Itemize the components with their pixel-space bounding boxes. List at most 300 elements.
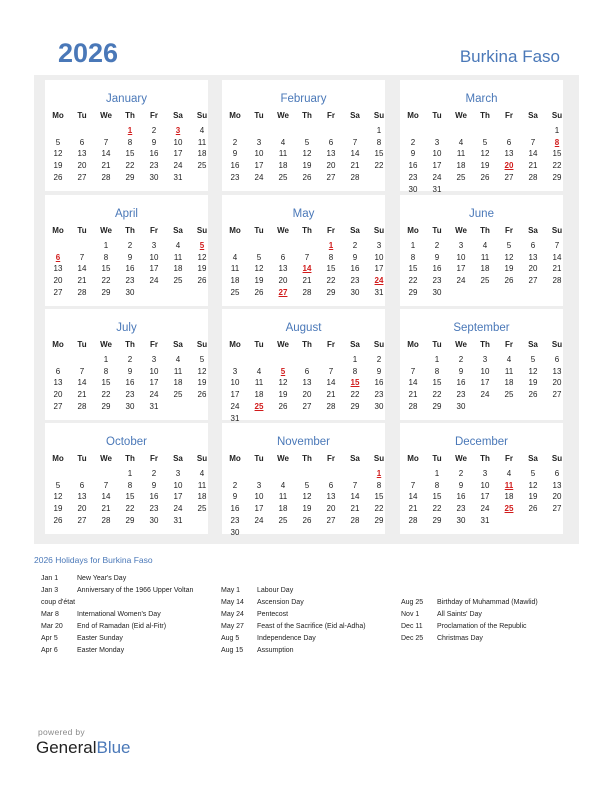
day-cell: 21 (350, 504, 360, 514)
day-cell: 10 (230, 378, 240, 388)
day-cell: 17 (456, 264, 466, 274)
day-cell: 19 (53, 504, 63, 514)
day-cell: 27 (53, 401, 63, 411)
day-cell: 18 (197, 492, 207, 502)
day-cell: 30 (230, 527, 240, 537)
day-cell: 12 (197, 252, 207, 262)
weekday-header: Sa (528, 454, 538, 463)
weekday-header: Mo (52, 111, 64, 120)
holiday-name: Labour Day (257, 587, 294, 594)
weekday-header: Mo (229, 111, 241, 120)
day-cell: 28 (77, 287, 87, 297)
day-cell: 1 (554, 126, 560, 135)
day-cell: 21 (302, 276, 312, 286)
day-cell: 1 (410, 241, 416, 250)
weekday-header: Th (480, 454, 490, 463)
day-cell: 12 (197, 366, 207, 376)
day-cell: 30 (149, 172, 159, 182)
day-cell: 30 (408, 184, 418, 194)
day-cell: 4 (199, 126, 205, 135)
day-cell: 27 (326, 172, 336, 182)
holiday-date: Apr 5 (41, 635, 58, 642)
day-cell: 30 (149, 515, 159, 525)
weekday-header: Su (373, 340, 385, 349)
day-cell: 15 (374, 492, 384, 502)
holiday-date: May 14 (221, 599, 244, 606)
day-cell: 13 (53, 264, 63, 274)
weekday-header: We (100, 111, 112, 120)
month-january (45, 80, 208, 191)
weekday-header: Fr (505, 454, 513, 463)
powered-by-label: powered by (38, 727, 85, 737)
day-cell: 21 (326, 390, 336, 400)
day-cell: 9 (352, 252, 358, 262)
day-cell: 22 (374, 161, 384, 171)
day-cell: 16 (432, 264, 442, 274)
day-cell: 26 (480, 172, 490, 182)
day-cell: 27 (302, 401, 312, 411)
weekday-header: Sa (173, 340, 183, 349)
day-cell: 22 (552, 161, 562, 171)
day-cell: 22 (125, 161, 135, 171)
day-cell: 15 (101, 378, 111, 388)
day-cell: 20 (552, 378, 562, 388)
weekday-header: Sa (528, 226, 538, 235)
weekday-header: Th (302, 454, 312, 463)
day-cell: 27 (53, 287, 63, 297)
day-cell: 18 (197, 149, 207, 159)
day-cell: 28 (350, 172, 360, 182)
day-cell: 24 (173, 504, 183, 514)
weekday-header: We (100, 454, 112, 463)
day-cell: 13 (326, 149, 336, 159)
day-cell: 24 (480, 390, 490, 400)
day-cell: 31 (374, 287, 384, 297)
day-cell: 8 (103, 252, 109, 262)
brand-logo-blue: Blue (96, 738, 131, 757)
day-cell: 8 (434, 480, 440, 490)
weekday-header: Th (125, 226, 135, 235)
day-cell: 3 (376, 241, 382, 250)
day-cell: 29 (374, 515, 384, 525)
weekday-header: We (277, 226, 289, 235)
day-cell: 26 (528, 390, 538, 400)
day-cell: 25 (173, 390, 183, 400)
day-cell: 6 (506, 137, 512, 147)
day-cell: 21 (528, 161, 538, 171)
month-october (45, 423, 208, 534)
day-cell: 16 (230, 161, 240, 171)
weekday-header: Th (480, 226, 490, 235)
month-june (400, 195, 563, 306)
day-cell: 5 (55, 480, 61, 490)
day-cell: 27 (77, 172, 87, 182)
day-cell: 2 (376, 355, 382, 364)
day-cell: 14 (408, 492, 418, 502)
month-title: April (114, 208, 138, 220)
holiday-day-cell: 8 (554, 137, 560, 147)
weekday-header: We (455, 454, 467, 463)
day-cell: 17 (173, 149, 183, 159)
day-cell: 22 (125, 504, 135, 514)
day-cell: 12 (528, 366, 538, 376)
holiday-date: Mar 20 (41, 623, 63, 630)
weekday-header: Mo (229, 454, 241, 463)
weekday-header: Th (302, 340, 312, 349)
day-cell: 20 (53, 390, 63, 400)
day-cell: 13 (278, 264, 288, 274)
day-cell: 23 (149, 161, 159, 171)
day-cell: 1 (434, 469, 440, 478)
day-cell: 11 (278, 492, 288, 502)
weekday-header: Tu (254, 340, 264, 349)
day-cell: 20 (326, 504, 336, 514)
weekday-header: Fr (327, 454, 335, 463)
holiday-day-cell: 15 (350, 378, 360, 388)
day-cell: 22 (350, 390, 360, 400)
weekday-header: Fr (505, 340, 513, 349)
day-cell: 25 (278, 172, 288, 182)
day-cell: 3 (256, 480, 262, 490)
day-cell: 1 (103, 355, 109, 364)
day-cell: 25 (230, 287, 240, 297)
holiday-day-cell: 5 (199, 241, 205, 250)
holiday-name: Proclamation of the Republic (437, 623, 527, 630)
day-cell: 9 (232, 492, 238, 502)
day-cell: 15 (432, 378, 442, 388)
holiday-name: New Year's Day (77, 575, 127, 582)
day-cell: 2 (151, 126, 157, 135)
holiday-name: End of Ramadan (Eid al-Fitr) (77, 623, 167, 630)
day-cell: 24 (173, 161, 183, 171)
weekday-header: Mo (229, 226, 241, 235)
day-cell: 20 (326, 161, 336, 171)
weekday-header: Su (196, 454, 208, 463)
day-cell: 7 (103, 480, 109, 490)
day-cell: 11 (230, 264, 240, 274)
day-cell: 11 (173, 366, 183, 376)
day-cell: 15 (326, 264, 336, 274)
day-cell: 12 (504, 252, 514, 262)
month-title: March (465, 93, 498, 105)
day-cell: 24 (230, 401, 240, 411)
day-cell: 9 (376, 366, 382, 376)
day-cell: 14 (77, 264, 87, 274)
holiday-date: Jan 1 (41, 575, 59, 582)
weekday-header: Fr (150, 340, 158, 349)
day-cell: 29 (101, 287, 111, 297)
day-cell: 16 (456, 378, 466, 388)
day-cell: 25 (456, 172, 466, 182)
day-cell: 17 (480, 492, 490, 502)
day-cell: 23 (350, 276, 360, 286)
day-cell: 2 (232, 137, 238, 147)
day-cell: 31 (173, 515, 183, 525)
day-cell: 15 (432, 492, 442, 502)
day-cell: 3 (151, 241, 157, 250)
day-cell: 31 (230, 413, 240, 423)
day-cell: 21 (77, 390, 87, 400)
day-cell: 2 (232, 480, 238, 490)
weekday-header: Fr (150, 226, 158, 235)
day-cell: 20 (528, 264, 538, 274)
month-title: June (469, 208, 494, 220)
weekday-header: We (277, 111, 289, 120)
day-cell: 17 (230, 390, 240, 400)
day-cell: 22 (432, 390, 442, 400)
day-cell: 18 (504, 492, 514, 502)
holiday-name: International Women's Day (77, 611, 161, 618)
weekday-header: Tu (254, 111, 264, 120)
day-cell: 6 (280, 252, 286, 262)
weekday-header: Su (551, 454, 563, 463)
day-cell: 18 (278, 504, 288, 514)
weekday-header: Mo (52, 340, 64, 349)
day-cell: 16 (230, 504, 240, 514)
weekday-header: Th (125, 454, 135, 463)
weekday-header: Su (551, 111, 563, 120)
day-cell: 10 (254, 149, 264, 159)
day-cell: 13 (504, 149, 514, 159)
month-title: December (454, 436, 509, 448)
holiday-name: Easter Monday (77, 647, 125, 654)
day-cell: 17 (480, 378, 490, 388)
day-cell: 18 (173, 378, 183, 388)
month-title: July (116, 322, 137, 334)
day-cell: 23 (149, 504, 159, 514)
day-cell: 17 (374, 264, 384, 274)
holiday-day-cell: 6 (55, 252, 61, 262)
holiday-date: Dec 25 (401, 635, 424, 642)
holiday-date: May 1 (221, 587, 241, 594)
day-cell: 15 (125, 492, 135, 502)
weekday-header: Tu (254, 454, 264, 463)
weekday-header: Tu (432, 454, 442, 463)
day-cell: 16 (149, 149, 159, 159)
day-cell: 19 (53, 161, 63, 171)
day-cell: 4 (280, 137, 286, 147)
weekday-header: Su (373, 226, 385, 235)
weekday-header: Sa (350, 111, 360, 120)
day-cell: 24 (480, 504, 490, 514)
day-cell: 3 (256, 137, 262, 147)
day-cell: 15 (408, 264, 418, 274)
day-cell: 4 (175, 241, 181, 250)
weekday-header: Th (125, 340, 135, 349)
day-cell: 29 (408, 287, 418, 297)
weekday-header: Mo (229, 340, 241, 349)
day-cell: 28 (326, 401, 336, 411)
holiday-date: May 24 (221, 611, 244, 618)
day-cell: 26 (53, 172, 63, 182)
day-cell: 9 (434, 252, 440, 262)
day-cell: 16 (350, 264, 360, 274)
weekday-header: We (455, 340, 467, 349)
day-cell: 8 (352, 366, 358, 376)
weekday-header: Fr (150, 111, 158, 120)
day-cell: 11 (197, 480, 207, 490)
day-cell: 4 (232, 252, 238, 262)
day-cell: 5 (482, 137, 488, 147)
day-cell: 29 (326, 287, 336, 297)
day-cell: 21 (408, 390, 418, 400)
day-cell: 6 (79, 480, 85, 490)
day-cell: 3 (458, 241, 464, 250)
day-cell: 26 (302, 172, 312, 182)
holiday-day-cell: 24 (374, 276, 384, 286)
weekday-header: Th (125, 111, 135, 120)
day-cell: 6 (55, 366, 61, 376)
day-cell: 3 (482, 469, 488, 478)
day-cell: 25 (504, 390, 514, 400)
day-cell: 7 (410, 480, 416, 490)
month-february (222, 80, 385, 191)
day-cell: 18 (480, 264, 490, 274)
day-cell: 5 (55, 137, 61, 147)
day-cell: 4 (458, 137, 464, 147)
holiday-date: May 27 (221, 623, 244, 630)
year-title: 2026 (58, 38, 119, 68)
weekday-header: Tu (432, 226, 442, 235)
day-cell: 23 (125, 276, 135, 286)
day-cell: 10 (254, 492, 264, 502)
day-cell: 26 (504, 276, 514, 286)
weekday-header: Mo (407, 340, 419, 349)
day-cell: 30 (456, 515, 466, 525)
day-cell: 19 (528, 378, 538, 388)
day-cell: 21 (101, 161, 111, 171)
day-cell: 18 (173, 264, 183, 274)
holiday-name: Anniversary of the 1966 Upper Voltan (77, 587, 194, 594)
day-cell: 25 (197, 161, 207, 171)
weekday-header: Fr (327, 340, 335, 349)
day-cell: 29 (432, 401, 442, 411)
day-cell: 18 (504, 378, 514, 388)
month-april (45, 195, 208, 306)
day-cell: 19 (504, 264, 514, 274)
day-cell: 10 (456, 252, 466, 262)
weekday-header: Fr (327, 226, 335, 235)
month-november (222, 423, 385, 537)
day-cell: 21 (552, 264, 562, 274)
day-cell: 8 (376, 137, 382, 147)
day-cell: 19 (197, 264, 207, 274)
day-cell: 31 (173, 172, 183, 182)
weekday-header: We (277, 340, 289, 349)
day-cell: 20 (77, 504, 87, 514)
month-march (400, 80, 563, 194)
holiday-date: Aug 25 (401, 599, 424, 606)
day-cell: 9 (232, 149, 238, 159)
day-cell: 9 (151, 480, 157, 490)
day-cell: 27 (326, 515, 336, 525)
day-cell: 20 (552, 492, 562, 502)
day-cell: 13 (302, 378, 312, 388)
weekday-header: Sa (528, 340, 538, 349)
weekday-header: Fr (150, 454, 158, 463)
day-cell: 8 (434, 366, 440, 376)
day-cell: 25 (173, 276, 183, 286)
day-cell: 12 (53, 149, 63, 159)
day-cell: 19 (254, 276, 264, 286)
day-cell: 16 (149, 492, 159, 502)
day-cell: 23 (374, 390, 384, 400)
day-cell: 25 (480, 276, 490, 286)
month-title: February (280, 93, 327, 105)
day-cell: 30 (456, 401, 466, 411)
brand-logo (36, 738, 131, 758)
day-cell: 18 (278, 161, 288, 171)
day-cell: 14 (552, 252, 562, 262)
day-cell: 5 (199, 355, 205, 364)
day-cell: 10 (480, 366, 490, 376)
day-cell: 14 (101, 492, 111, 502)
day-cell: 5 (530, 355, 536, 364)
weekday-header: Sa (350, 226, 360, 235)
day-cell: 5 (304, 480, 310, 490)
day-cell: 26 (197, 276, 207, 286)
day-cell: 8 (328, 252, 334, 262)
holiday-date: Aug 5 (221, 635, 240, 642)
day-cell: 9 (151, 137, 157, 147)
holiday-day-cell: 14 (302, 264, 312, 274)
day-cell: 7 (328, 366, 334, 376)
month-august (222, 309, 385, 423)
holiday-day-cell: 25 (254, 401, 264, 411)
day-cell: 23 (230, 172, 240, 182)
day-cell: 24 (254, 172, 264, 182)
day-cell: 3 (232, 366, 238, 376)
day-cell: 13 (528, 252, 538, 262)
month-may (222, 195, 385, 306)
day-cell: 11 (480, 252, 490, 262)
day-cell: 30 (432, 287, 442, 297)
month-title: September (453, 322, 510, 334)
day-cell: 4 (175, 355, 181, 364)
weekday-header: Mo (52, 226, 64, 235)
day-cell: 26 (197, 390, 207, 400)
day-cell: 25 (278, 515, 288, 525)
day-cell: 24 (149, 276, 159, 286)
day-cell: 17 (149, 264, 159, 274)
weekday-header: Su (373, 454, 385, 463)
day-cell: 19 (302, 504, 312, 514)
day-cell: 30 (125, 401, 135, 411)
day-cell: 28 (528, 172, 538, 182)
day-cell: 2 (410, 137, 416, 147)
day-cell: 16 (374, 378, 384, 388)
holiday-day-cell: 3 (175, 126, 181, 135)
day-cell: 22 (374, 504, 384, 514)
weekday-header: Tu (432, 340, 442, 349)
day-cell: 18 (230, 276, 240, 286)
day-cell: 7 (304, 252, 310, 262)
day-cell: 30 (374, 401, 384, 411)
holiday-date: Apr 6 (41, 647, 58, 654)
day-cell: 29 (350, 401, 360, 411)
day-cell: 9 (127, 366, 133, 376)
month-september (400, 309, 563, 420)
day-cell: 24 (149, 390, 159, 400)
day-cell: 16 (456, 492, 466, 502)
weekday-header: We (455, 111, 467, 120)
day-cell: 10 (149, 252, 159, 262)
day-cell: 23 (408, 172, 418, 182)
day-cell: 9 (410, 149, 416, 159)
day-cell: 22 (101, 390, 111, 400)
day-cell: 12 (278, 378, 288, 388)
day-cell: 4 (280, 480, 286, 490)
